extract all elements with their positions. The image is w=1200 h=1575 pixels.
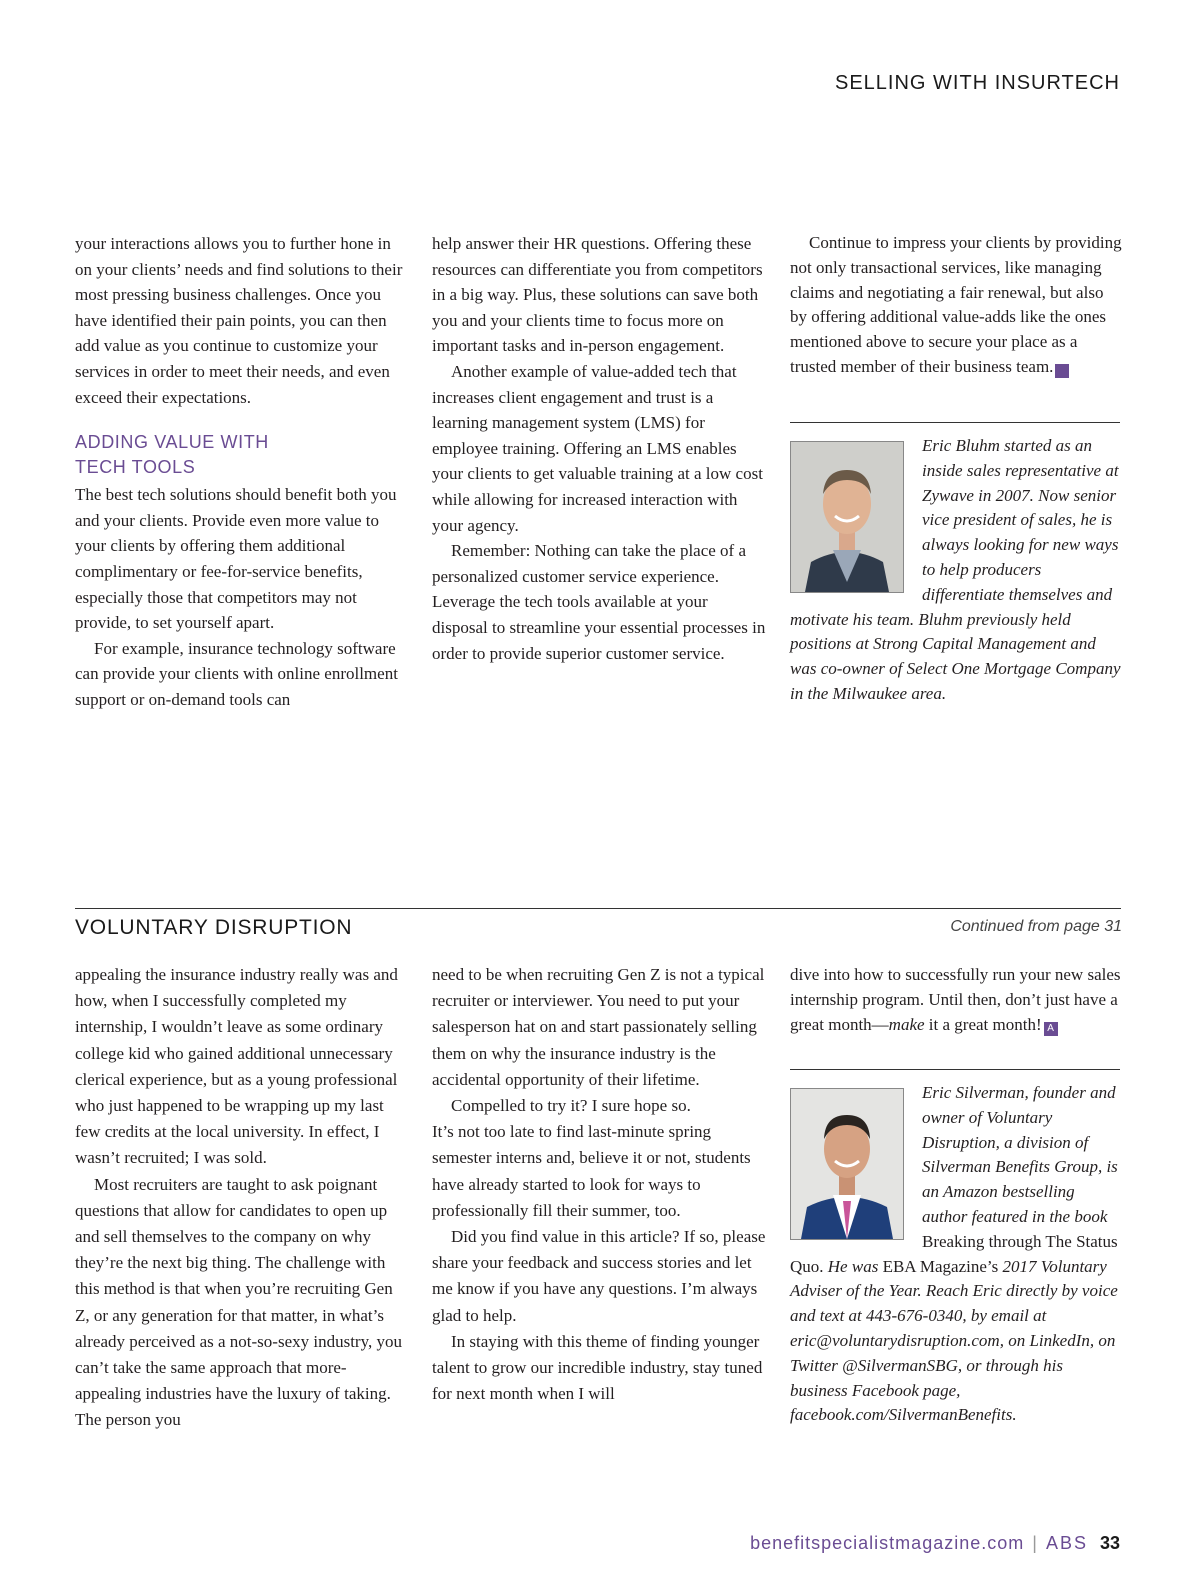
paragraph-text: dive into how to successfully run your new sales internship program. Until then, don’t just have a great month— bbox=[790, 965, 1121, 1034]
paragraph bbox=[790, 962, 1122, 1037]
paragraph: Most recruiters are taught to ask poignant questions that allow for candidates to open up and sell themselves to the company on why they’re the next big thing. The challenge with this method is that when you’re recruiting Gen Z, or any generation for that matter, in what’s already perceived as a not-so-sexy industry, you can’t take the same approach that more-appealing industries have the luxury of taking. The person you bbox=[75, 1174, 402, 1430]
author-photo-bluhm bbox=[790, 441, 904, 593]
paragraph: help answer their HR questions. Offering these resources can differentiate you from competitors in a big way. Plus, these solutions can save both you and your clients time to focus more on important tasks and in-person engagement. bbox=[432, 234, 763, 356]
page-number: 33 bbox=[1099, 1533, 1120, 1553]
paragraph: In staying with this theme of finding younger talent to grow our incredible industry, stay tuned for next month when I will bbox=[432, 1331, 763, 1404]
article1-column-1 bbox=[75, 231, 407, 713]
continued-note: Continued from page 31 bbox=[950, 918, 1122, 935]
paragraph-text: Continue to impress your clients by providing not only transactional services, like managing claims and negotiating a fair renewal, but also by offering additional value-adds like the ones mentioned above to secure your place as a trusted member of their business team. bbox=[790, 233, 1122, 376]
author-bio-bluhm bbox=[790, 434, 1122, 707]
paragraph: Compelled to try it? I sure hope so. bbox=[451, 1096, 691, 1116]
end-mark-icon: A bbox=[1055, 364, 1069, 378]
divider bbox=[790, 422, 1120, 423]
book-title: Breaking through The Status Quo. bbox=[790, 1231, 1118, 1276]
bio-text-part: Eric Silverman, founder and owner of Voluntary Disruption, a division of Silverman Benefits Group, is an Amazon bestselling author featured in the book bbox=[922, 1083, 1118, 1226]
article2-column-3 bbox=[790, 962, 1122, 1037]
bio-text-part: He was bbox=[823, 1256, 883, 1276]
emphasis: make bbox=[888, 1015, 925, 1034]
section-title: SELLING WITH INSURTECH bbox=[835, 72, 1120, 94]
paragraph: For example, insurance technology software can provide your clients with online enrollment support or on-demand tools can bbox=[75, 638, 398, 709]
bio-text-part: 2017 Voluntary Adviser of the Year. Reach Eric directly by voice and text at 443-676-0340, by email at eric@voluntarydisruption.com, on LinkedIn, on Twitter @SilvermanSBG, or through his business Facebook page, facebook.com/SilvermanBenefits. bbox=[790, 1256, 1118, 1425]
author-bio-silverman bbox=[790, 1081, 1122, 1428]
footer-separator: | bbox=[1032, 1533, 1038, 1553]
divider bbox=[790, 1069, 1120, 1070]
section-divider bbox=[75, 908, 1121, 909]
end-mark-icon: A bbox=[1044, 1022, 1058, 1036]
article2-column-1 bbox=[75, 962, 409, 1434]
paragraph: Another example of value-added tech that increases client engagement and trust is a learning management system (LMS) for employee training. Offering an LMS enables your clients to get valuable training at a low cost while allowing for increased interaction with your agency. bbox=[432, 361, 763, 535]
paragraph: Remember: Nothing can take the place of a personalized customer service experience. Leverage the tech tools available at your disposal to streamline your essential processes in order to provide superior customer service. bbox=[432, 541, 766, 663]
article1-column-3 bbox=[790, 231, 1122, 380]
article-title: VOLUNTARY DISRUPTION bbox=[75, 916, 353, 939]
article1-column-2 bbox=[432, 231, 766, 666]
magazine-name: EBA Magazine’s bbox=[882, 1256, 999, 1276]
article2-column-2 bbox=[432, 962, 766, 1407]
paragraph: It’s not too late to find last-minute spring semester interns and, believe it or not, students have already started to look for ways to professionally fill their summer, too. bbox=[432, 1122, 751, 1220]
paragraph: need to be when recruiting Gen Z is not a typical recruiter or interviewer. You need to put your salesperson hat on and start passionately selling them on why the insurance industry is the accidental opportunity of their lifetime. bbox=[432, 965, 765, 1089]
footer-publication: ABS bbox=[1045, 1533, 1088, 1553]
footer-site: benefitspecialistmagazine.com bbox=[750, 1533, 1025, 1553]
paragraph-text: it a great month! bbox=[924, 1015, 1042, 1034]
page-footer bbox=[750, 1533, 1120, 1554]
subheading: ADDING VALUE WITH TECH TOOLS bbox=[75, 432, 269, 478]
paragraph: The best tech solutions should benefit both you and your clients. Provide even more value to your clients by offering them additional complimentary or fee-for-service benefits, especially those that competitors may not provide, to set yourself apart. bbox=[75, 485, 397, 633]
paragraph bbox=[790, 231, 1122, 380]
author-photo-silverman bbox=[790, 1088, 904, 1240]
paragraph: your interactions allows you to further hone in on your clients’ needs and find solutions to their most pressing business challenges. Once you have identified their pain points, you can then add value as you continue to customize your services in order to meet their needs, and even exceed their expectations. bbox=[75, 234, 403, 407]
paragraph: appealing the insurance industry really was and how, when I successfully completed my internship, I wouldn’t leave as some ordinary college kid who gained additional unnecessary clerical experience, but as a young professional who just happened to be wrapping up my last few credits at the local university. In effect, I wasn’t recruited; I was sold. bbox=[75, 965, 398, 1168]
bio-text: Eric Bluhm started as an inside sales representative at Zywave in 2007. Now senior vice president of sales, he is always looking for new ways to help producers differentiate themselves and motivate his team. Bluhm previously held positions at Strong Capital Management and was co-owner of Select One Mortgage Company in the Milwaukee area. bbox=[790, 436, 1121, 703]
paragraph: Did you find value in this article? If so, please share your feedback and success stories and let me know if you have any questions. I’m always glad to help. bbox=[432, 1227, 766, 1325]
